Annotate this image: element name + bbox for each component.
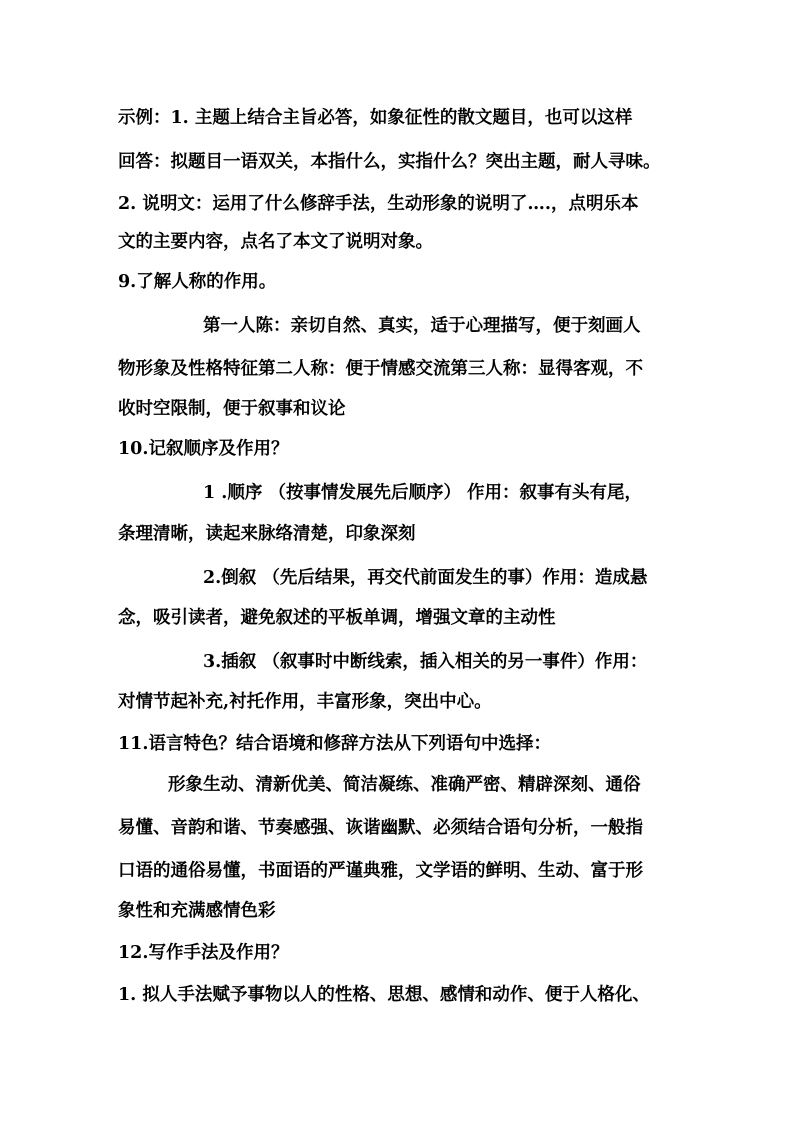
text-line: 2. 说明文：运用了什么修辞手法，生动形象的说明了….，点明乐本: [118, 194, 639, 214]
text-line: 收时空限制，便于叙事和议论: [118, 399, 346, 419]
text-line: 形象生动、清新优美、简洁凝练、准确严密、精辟深刻、通俗: [168, 775, 641, 795]
text-line: 第一人陈：亲切自然、真实，适于心理描写，便于刻画人: [203, 316, 641, 336]
text-line: 易懂、音韵和谐、节奏感强、诙谐幽默、必须结合语句分析，一般指: [118, 818, 643, 838]
text-line: 口语的通俗易懂，书面语的严谨典雅，文学语的鲜明、生动、富于形: [118, 861, 643, 881]
section-heading-12: 12.写作手法及作用？: [118, 943, 289, 963]
text-line: 回答：拟题目一语双关，本指什么，实指什么？突出主题，耐人寻味。: [118, 152, 661, 172]
text-line: 条理清晰，读起来脉络清楚，印象深刻: [118, 524, 416, 544]
section-heading-9: 9.了解人称的作用。: [118, 272, 277, 292]
text-line: 对情节起补充,衬托作用，丰富形象，突出中心。: [118, 692, 492, 712]
text-line: 象性和充满感情色彩: [118, 901, 276, 921]
text-line: 1 .顺序 （按事情发展先后顺序） 作用：叙事有头有尾，: [203, 483, 643, 503]
text-line: 1. 拟人手法赋予事物以人的性格、思想、感情和动作、便于人格化、: [118, 985, 650, 1005]
section-heading-11: 11.语言特色？结合语境和修辞方法从下列语句中选择：: [118, 734, 551, 754]
text-line: 2.倒叙 （先后结果，再交代前面发生的事）作用：造成悬: [203, 568, 648, 588]
text-line: 3.插叙 （叙事时中断线索，插入相关的另一事件）作用：: [203, 652, 648, 672]
section-heading-10: 10.记叙顺序及作用？: [118, 439, 289, 459]
text-line: 示例：1. 主题上结合主旨必答，如象征性的散文题目，也可以这样: [118, 108, 633, 128]
text-line: 物形象及性格特征第二人称：便于情感交流第三人称：显得客观，不: [118, 359, 643, 379]
text-line: 文的主要内容，点名了本文了说明对象。: [118, 232, 433, 252]
text-line: 念，吸引读者，避免叙述的平板单调，增强文章的主动性: [118, 608, 556, 628]
